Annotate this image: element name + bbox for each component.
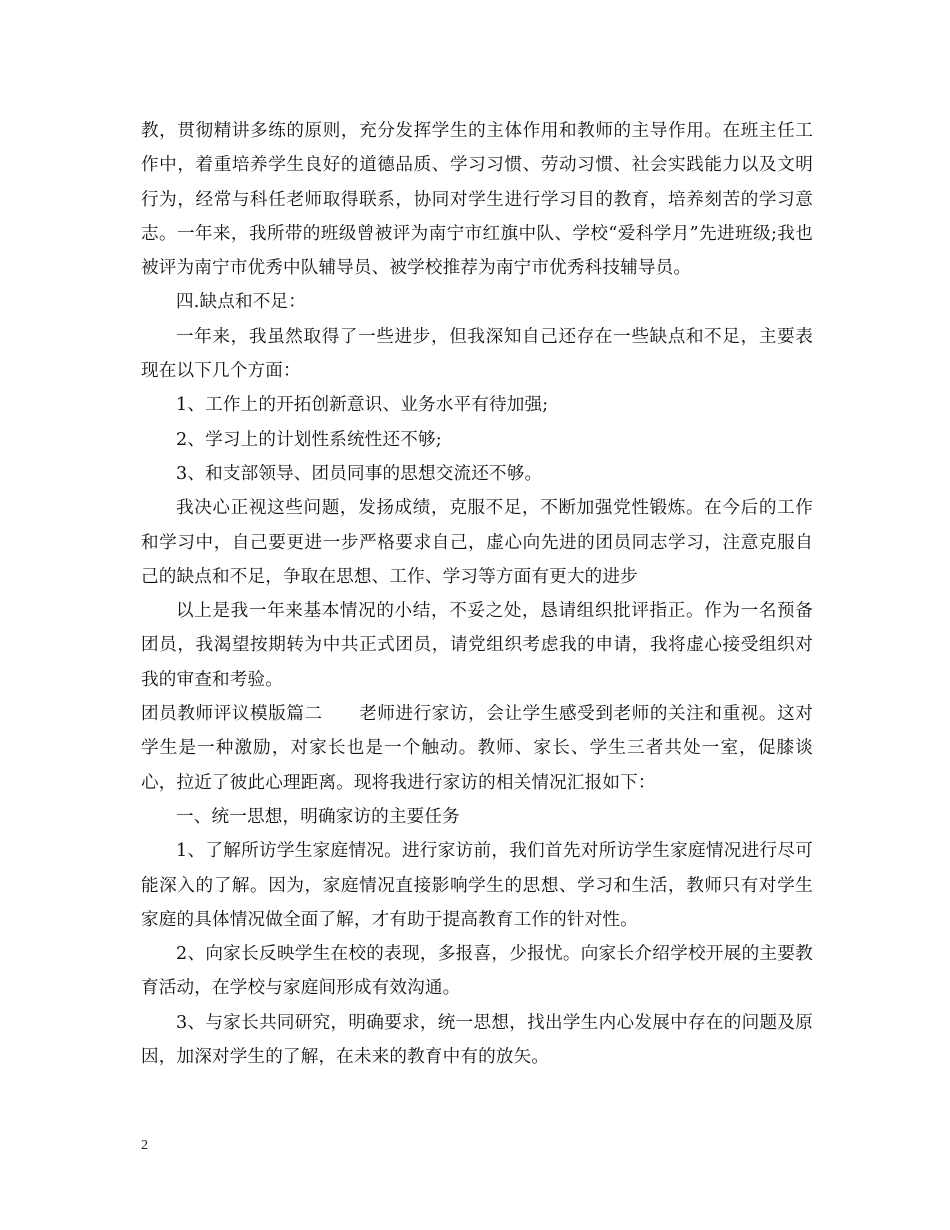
section-heading-shortcomings: 四.缺点和不足： bbox=[176, 292, 306, 313]
paragraph-continuation: 教，贯彻精讲多练的原则，充分发挥学生的主体作用和教师的主导作用。在班主任工作中，着重培养学生良好的道德品质、学习习惯、劳动习惯、社会实践能力以及文明行为，经常与科任老师取得联系，协同对学生进行学习目的教育，培养刻苦的学习意志。一年来，我所带的班级曾被评为南宁市红旗中队、学校“爱科学月”先进班级;我也被评为南宁市优秀中队辅导员、被学校推荐为南宁市优秀科技辅导员。 bbox=[141, 121, 813, 279]
list-item-family: 1、了解所访学生家庭情况。进行家访前，我们首先对所访学生家庭情况进行尽可能深入的了解。因为，家庭情况直接影响学生的思想、学习和生活，教师只有对学生家庭的具体情况做全面了解，才有助于提高教育工作的针对性。 bbox=[141, 841, 813, 930]
list-item-research: 3、与家长共同研究，明确要求，统一思想，找出学生内心发展中存在的问题及原因，加深对学生的了解，在未来的教育中有的放矢。 bbox=[141, 1012, 813, 1068]
list-item-1: 1、工作上的开拓创新意识、业务水平有待加强; bbox=[176, 395, 549, 416]
paragraph-shortcomings-intro: 一年来，我虽然取得了一些进步，但我深知自己还存在一些缺点和不足，主要表现在以下几个方面： bbox=[141, 326, 813, 382]
document-body bbox=[141, 114, 813, 1074]
paragraph-resolution: 我决心正视这些问题，发扬成绩，克服不足，不断加强党性锻炼。在今后的工作和学习中，自己要更进一步严格要求自己，虚心向先进的团员同志学习，注意克服自己的缺点和不足，争取在思想、工作、学习等方面有更大的进步 bbox=[141, 498, 813, 587]
section-heading-unify: 一、统一思想，明确家访的主要任务 bbox=[176, 806, 460, 827]
paragraph-template-two: 团员教师评议模版篇二 老师进行家访，会让学生感受到老师的关注和重视。这对学生是一种激励，对家长也是一个触动。教师、家长、学生三者共处一室，促膝谈心，拉近了彼此心理距离。现将我进行家访的相关情况汇报如下： bbox=[141, 704, 813, 793]
list-item-3: 3、和支部领导、团员同事的思想交流还不够。 bbox=[176, 463, 543, 484]
page-number: 2 bbox=[141, 1138, 148, 1153]
list-item-report: 2、向家长反映学生在校的表现，多报喜，少报忧。向家长介绍学校开展的主要教育活动，在学校与家庭间形成有效沟通。 bbox=[141, 944, 813, 999]
paragraph-summary: 以上是我一年来基本情况的小结，不妥之处，恳请组织批评指正。作为一名预备团员，我渴望按期转为中共正式团员，请党组织考虑我的申请，我将虚心接受组织对我的审查和考验。 bbox=[141, 601, 813, 690]
list-item-2: 2、学习上的计划性系统性还不够; bbox=[176, 429, 442, 450]
